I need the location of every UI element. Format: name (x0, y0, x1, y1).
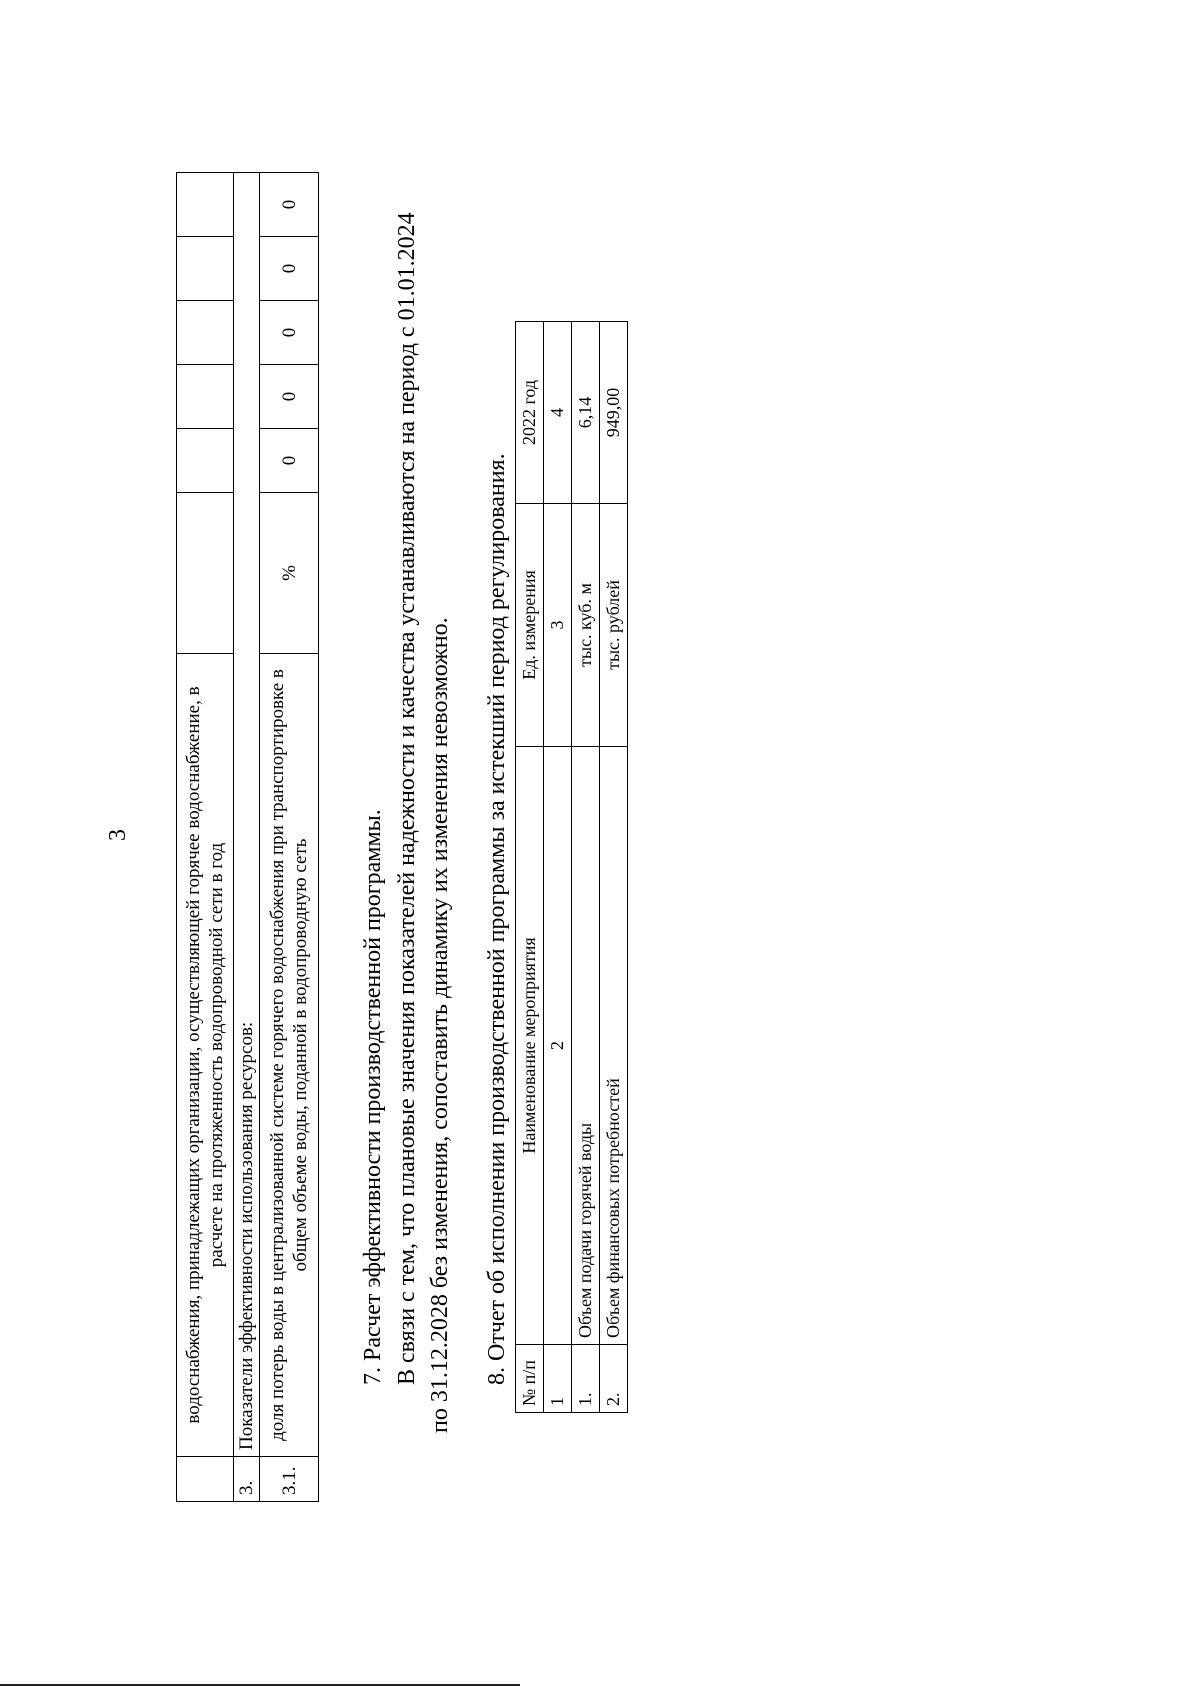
section-heading-cell: Показатели эффективности использования ресурсов: (234, 173, 260, 1457)
activity-value: 949,00 (600, 322, 628, 504)
indicator-value: 0 (260, 237, 319, 301)
indicator-name: доля потерь воды в централизованной системе горячего водоснабжения при транспортировке в общем объеме воды, поданной в водопроводную сеть (260, 654, 319, 1457)
row-number: 3.1. (260, 1457, 319, 1502)
row-number: 3. (234, 1457, 260, 1502)
indicator-name: водоснабжения, принадлежащих организации, осуществляющей горячее водоснабжение, в расчете на протяженность водопроводной сети в год (177, 654, 234, 1457)
indicator-value (177, 301, 234, 365)
indicator-value (177, 237, 234, 301)
table-row (260, 173, 319, 1502)
numbering-cell: 2 (544, 747, 572, 1345)
header-name: Наименование мероприятия (516, 747, 544, 1345)
activity-value: 6,14 (572, 322, 600, 504)
numbering-cell: 1 (544, 1345, 572, 1413)
activity-unit: тыс. куб. м (572, 504, 600, 747)
activity-unit: тыс. рублей (600, 504, 628, 747)
indicator-value: 0 (260, 365, 319, 429)
numbering-cell: 3 (544, 504, 572, 747)
indicator-unit: % (260, 493, 319, 654)
header-year: 2022 год (516, 322, 544, 504)
report-table (515, 321, 628, 1413)
numbering-cell: 4 (544, 322, 572, 504)
indicator-value (177, 429, 234, 493)
row-number: 2. (600, 1345, 628, 1413)
table-row (600, 322, 628, 1413)
indicator-unit (177, 493, 234, 654)
indicators-table (176, 172, 319, 1502)
table-row (572, 322, 600, 1413)
table-header-row (516, 322, 544, 1413)
indicator-value: 0 (260, 429, 319, 493)
table-row (234, 173, 260, 1502)
indicator-value (177, 173, 234, 237)
row-number (177, 1457, 234, 1502)
row-number: 1. (572, 1345, 600, 1413)
activity-name: Объем финансовых потребностей (600, 747, 628, 1345)
table-row (177, 173, 234, 1502)
indicator-value (177, 365, 234, 429)
section-7-paragraph-line-1: В связи с тем, что плановые значения показателей надежности и качества устанавливаются на период с 01.01.2024 (394, 212, 420, 1385)
indicator-value: 0 (260, 301, 319, 365)
section-7-paragraph-line-2: по 31.12.2028 без изменения, сопоставить динамику их изменения невозможно. (427, 617, 453, 1433)
indicator-value: 0 (260, 173, 319, 237)
scan-edge-line (0, 1684, 520, 1686)
section-7-heading: 7. Расчет эффективности производственной программы. (360, 809, 386, 1385)
activity-name: Объем подачи горячей воды (572, 747, 600, 1345)
header-unit: Ед. измерения (516, 504, 544, 747)
section-8-heading: 8. Отчет об исполнении производственной программы за истекший период регулирования. (484, 453, 510, 1385)
page-number: 3 (105, 829, 131, 841)
table-numbering-row (544, 322, 572, 1413)
header-num: № п/п (516, 1345, 544, 1413)
